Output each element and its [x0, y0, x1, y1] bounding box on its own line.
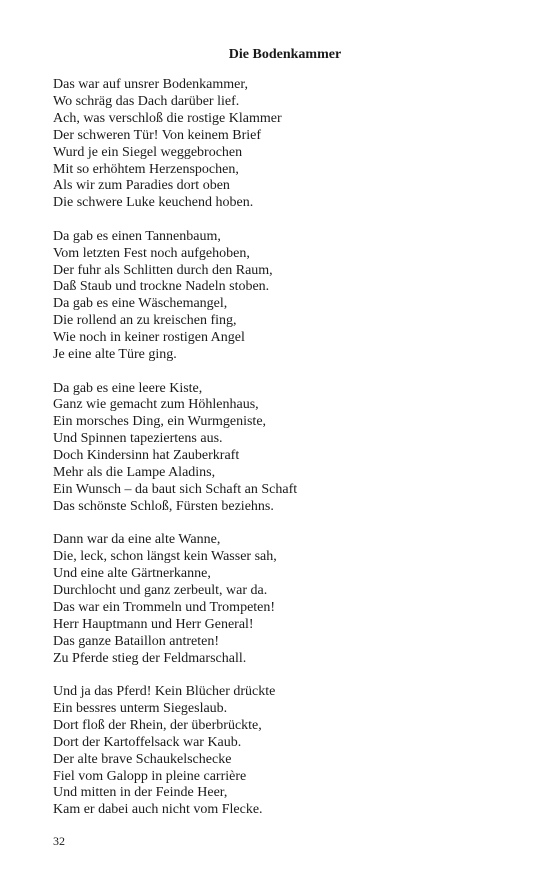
stanza [53, 532, 513, 667]
verse-line: Die schwere Luke keuchend hoben. [53, 195, 254, 211]
verse-line: Mit so erhöhtem Herzenspochen, [53, 161, 239, 177]
verse-line: Vom letzten Fest noch aufgehoben, [53, 245, 250, 261]
verse-line: Und ja das Pferd! Kein Blücher drückte [53, 684, 276, 699]
verse-line: Wurd je ein Siegel weggebrochen [53, 144, 243, 160]
verse-line: Der schweren Tür! Von keinem Brief [53, 127, 261, 143]
poem-body [53, 77, 513, 836]
verse-line: Die, leck, schon längst kein Wasser sah, [53, 549, 277, 565]
verse-line: Wie noch in keiner rostigen Angel [53, 330, 245, 346]
verse-line: Der fuhr als Schlitten durch den Raum, [53, 262, 273, 278]
verse-line: Das war ein Trommeln und Trompeten! [53, 599, 276, 615]
verse-line: Ganz wie gemacht zum Höhlenhaus, [53, 397, 259, 413]
verse-line: Und eine alte Gärtnerkanne, [53, 566, 211, 582]
stanza [53, 229, 513, 364]
stanza [53, 77, 513, 212]
verse-line: Fiel vom Galopp in pleine carrière [53, 768, 247, 784]
verse-line: Da gab es einen Tannenbaum, [53, 228, 221, 244]
verse-line: Das war auf unsrer Bodenkammer, [53, 77, 248, 92]
verse-line: Das schönste Schloß, Fürsten beziehns. [53, 498, 274, 514]
verse-line: Durchlocht und ganz zerbeult, war da. [53, 582, 268, 598]
verse-line: Mehr als die Lampe Aladins, [53, 465, 216, 481]
verse-line: Das ganze Bataillon antreten! [53, 633, 219, 649]
stanza [53, 684, 513, 819]
verse-line: Da gab es eine Wäschemangel, [53, 296, 228, 312]
verse-line: Als wir zum Paradies dort oben [53, 178, 230, 194]
verse-line: Herr Hauptmann und Herr General! [53, 616, 254, 632]
verse-line: Zu Pferde stieg der Feldmarschall. [53, 650, 247, 666]
verse-line: Wo schräg das Dach darüber lief. [53, 93, 240, 109]
verse-line: Doch Kindersinn hat Zauberkraft [53, 448, 240, 464]
verse-line: Dort der Kartoffelsack war Kaub. [53, 734, 242, 750]
verse-line: Der alte brave Schaukelschecke [53, 751, 232, 767]
page-number: 32 [53, 834, 65, 848]
verse-line: Ein morsches Ding, ein Wurmgeniste, [53, 414, 267, 430]
verse-line: Da gab es eine leere Kiste, [53, 380, 203, 396]
verse-line: Und mitten in der Feinde Heer, [53, 785, 228, 801]
verse-line: Ach, was verschloß die rostige Klammer [53, 110, 282, 126]
verse-line: Und Spinnen tapeziertens aus. [53, 431, 223, 447]
poem-title: Die Bodenkammer [228, 47, 342, 62]
verse-line: Kam er dabei auch nicht vom Flecke. [53, 802, 263, 818]
verse-line: Ein Wunsch – da baut sich Schaft an Schaft [53, 481, 298, 497]
verse-line: Die rollend an zu kreischen fing, [53, 313, 237, 329]
verse-line: Ein bessres unterm Siegeslaub. [53, 700, 228, 716]
verse-line: Daß Staub und trockne Nadeln stoben. [53, 279, 270, 295]
verse-line: Dort floß der Rhein, der überbrückte, [53, 717, 262, 733]
verse-line: Dann war da eine alte Wanne, [53, 532, 221, 548]
verse-line: Je eine alte Türe ging. [53, 347, 177, 363]
stanza [53, 381, 513, 516]
